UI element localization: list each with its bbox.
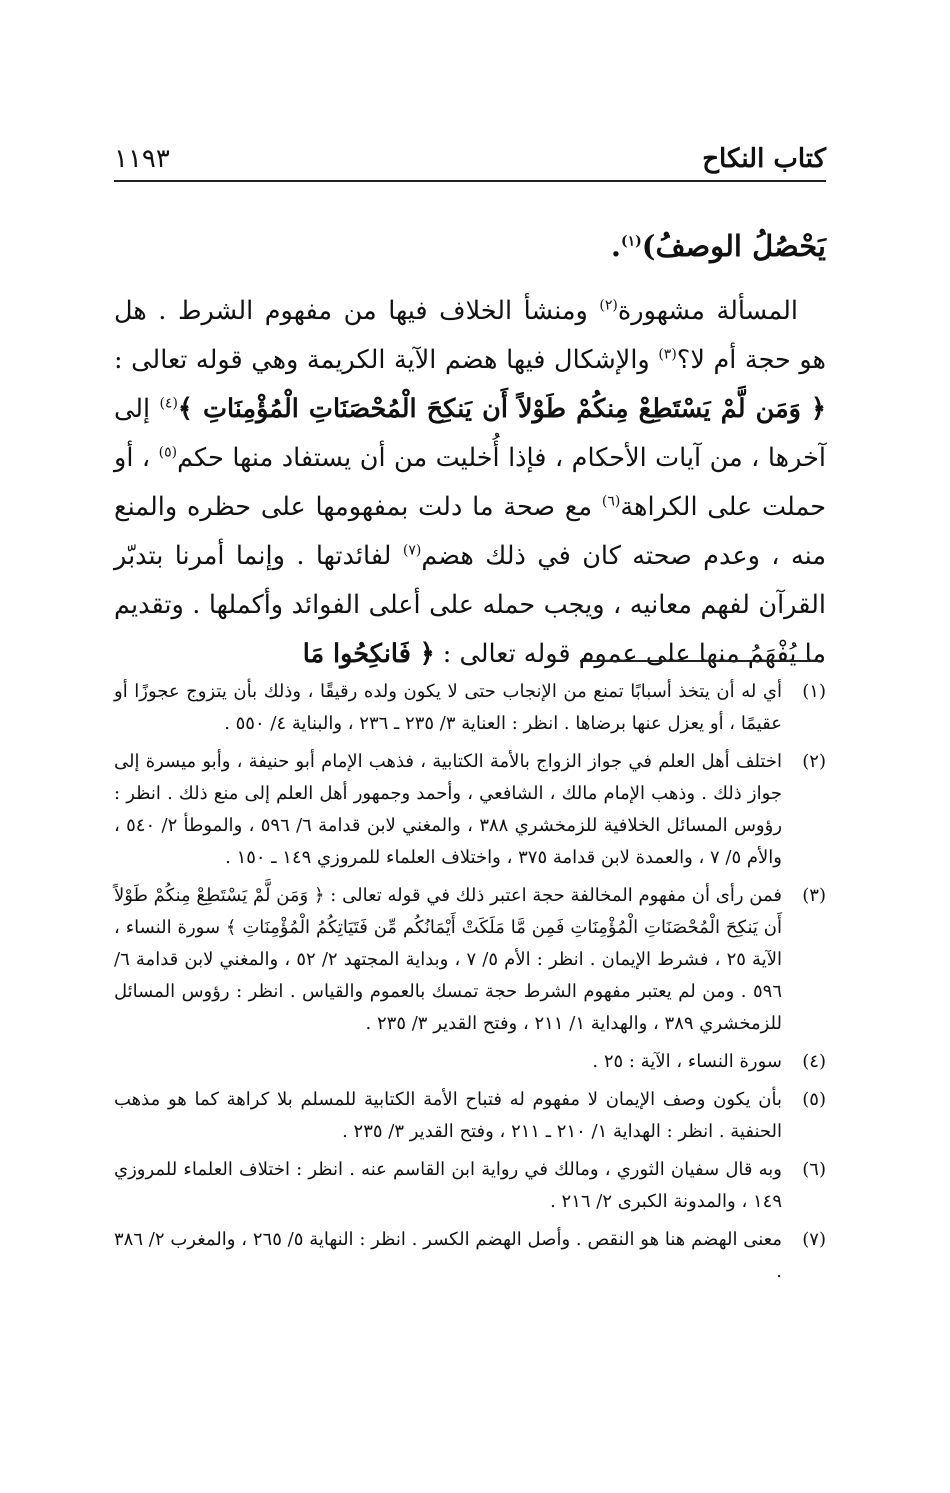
text-segment: المسألة مشهورة	[617, 296, 799, 326]
footnote-ref: (٧)	[402, 542, 422, 559]
footnote-ref: (٥)	[158, 444, 178, 461]
footnote-number: (١)	[802, 681, 826, 702]
text-segment: ، أو حملت على الكراهة	[114, 443, 826, 522]
footnote-text: سورة النساء ، الآية : ٢٥ .	[592, 1051, 782, 1072]
footnote-text: بأن يكون وصف الإيمان لا مفهوم له فتباح الأمة الكتابية للمسلم بلا كراهة كما هو مذهب الحنفية . انظر : الهداية ١/ ٢١٠ ـ ٢١١ ، وفتح القدير ٣/ ٢٣٥ .	[114, 1089, 782, 1142]
footnote-ref: (١)	[620, 233, 642, 250]
footnote-text: وبه قال سفيان الثوري ، ومالك في رواية ابن القاسم عنه . انظر : اختلاف العلماء للمروزي ١٤٩ ، والمدونة الكبرى ٢/ ٢١٦ .	[114, 1159, 782, 1212]
main-text	[114, 222, 826, 679]
chapter-title: كتاب النكاح	[702, 144, 826, 174]
footnote	[114, 1046, 826, 1078]
text-segment: ومنشأ الخلاف فيها من مفهوم الشرط . هل هو حجة أم لا؟	[114, 296, 826, 375]
footnote-number: (٤)	[802, 1051, 826, 1072]
running-header	[114, 140, 826, 182]
footnote	[114, 676, 826, 740]
lead-line	[114, 222, 826, 271]
footnote-text: فمن رأى أن مفهوم المخالفة حجة اعتبر ذلك في قوله تعالى : ﴿ وَمَن لَّمْ يَسْتَطِعْ مِنكُمْ طَوْلاً أَن يَنكِحَ الْمُحْصَنَاتِ الْمُؤْمِنَاتِ فَمِن مَّا مَلَكَتْ أَيْمَانُكُم مِّن فَتَيَاتِكُمُ الْمُؤْمِنَاتِ ﴾ سورة النساء ، الآية ٢٥ ، فشرط الإيمان . انظر : الأم ٥/ ٧ ، وبداية المجتهد ٢/ ٥٢ ، والمغني لابن قدامة ٦/ ٥٩٦ . ومن لم يعتبر مفهوم الشرط حجة تمسك بالعموم والقياس . انظر : رؤوس المسائل للزمخشري ٣٨٩ ، والهداية ١/ ٢١١ ، وفتح القدير ٣/ ٢٣٥ .	[114, 885, 782, 1034]
footnote-number: (٧)	[802, 1229, 826, 1250]
footnote-separator	[580, 660, 820, 662]
footnote	[114, 746, 826, 874]
footnote-number: (٦)	[802, 1159, 826, 1180]
text-segment: مع صحة ما دلت بمفهومها على حظره والمنع منه ، وعدم صحته كان في ذلك هضم	[114, 492, 826, 571]
page-number: ١١٩٣	[114, 144, 170, 174]
quran-verse: ﴿ وَمَن لَّمْ يَسْتَطِعْ مِنكُمْ طَوْلاً أَن يَنكِحَ الْمُحْصَنَاتِ الْمُؤْمِنَاتِ ﴾	[177, 394, 826, 424]
footnote	[114, 880, 826, 1040]
footnote-number: (٣)	[802, 885, 826, 906]
footnote	[114, 1154, 826, 1218]
footnote-text: أي له أن يتخذ أسبابًا تمنع من الإنجاب حتى لا يكون ولده رقيقًا ، وذلك بأن يتزوج عجوزًا أو عقيمًا ، أو يعزل عنها برضاها . انظر : العناية ٣/ ٢٣٥ ـ ٢٣٦ ، والبناية ٤/ ٥٥٠ .	[114, 681, 782, 734]
body-paragraph	[114, 287, 826, 679]
footnote-number: (٢)	[802, 751, 826, 772]
footnote	[114, 1224, 826, 1288]
footnote	[114, 1084, 826, 1148]
quran-verse: ﴿ فَانكِحُوا مَا	[302, 639, 435, 669]
text-segment: لفائدتها . وإنما أمرنا بتدبّر القرآن لفهم معانيه ، ويجب حمله على أعلى الفوائد وأكملها . وتقديم ما يُفْهَمُ منها على عموم قوله تعالى :	[114, 541, 826, 669]
footnote-ref: (٦)	[601, 493, 621, 510]
text-segment: إلى آخرها ، من آيات الأحكام ، فإذا أُخليت من أن يستفاد منها حكم	[114, 394, 826, 473]
text-segment: والإشكال فيها هضم الآية الكريمة وهي قوله تعالى :	[114, 345, 659, 375]
footnotes	[114, 676, 826, 1294]
footnote-number: (٥)	[802, 1089, 826, 1110]
footnote-text: معنى الهضم هنا هو النقص . وأصل الهضم الكسر . انظر : النهاية ٥/ ٢٦٥ ، والمغرب ٢/ ٣٨٦ .	[114, 1229, 782, 1282]
footnote-ref: (٤)	[159, 395, 178, 412]
footnote-ref: (٢)	[599, 297, 618, 314]
footnote-ref: (٣)	[658, 346, 677, 363]
lead-end: .	[610, 229, 621, 263]
footnote-text: اختلف أهل العلم في جواز الزواج بالأمة الكتابية ، فذهب الإمام أبو حنيفة ، وأبو ميسرة إلى جواز ذلك . وذهب الإمام مالك ، الشافعي ، وأحمد وجمهور أهل العلم إلى منع ذلك . انظر : رؤوس المسائل الخلافية للزمخشري ٣٨٨ ، والمغني لابن قدامة ٦/ ٥٩٦ ، والموطأ ٢/ ٥٤٠ ، والأم ٥/ ٧ ، والعمدة لابن قدامة ٣٧٥ ، واختلاف العلماء للمروزي ١٤٩ ـ ١٥٠ .	[114, 751, 783, 868]
lead-text: يَحْصُلُ الوصفُ)	[641, 229, 826, 263]
